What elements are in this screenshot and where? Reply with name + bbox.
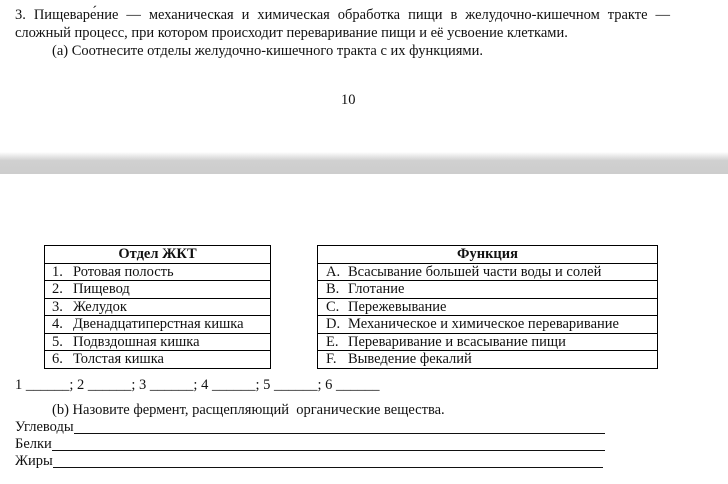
row-label: Толстая кишка (73, 351, 164, 368)
row-label: Желудок (73, 298, 127, 315)
answer-blank (74, 420, 605, 434)
row-label: Глотание (348, 281, 405, 298)
table-cell (318, 263, 658, 281)
fill-line-proteins (15, 436, 605, 453)
question-part-b: (b) Назовите фермент, расщепляющий органические вещества. (52, 402, 445, 418)
fill-line-fats (15, 453, 603, 470)
table-cell (45, 281, 271, 299)
row-letter: B. (326, 281, 340, 298)
row-label: Пережевывание (348, 298, 447, 315)
table-header: Отдел ЖКТ (45, 246, 271, 264)
gi-tract-sections-table (44, 245, 271, 369)
row-number: 6. (52, 351, 63, 368)
table-header: Функция (318, 246, 658, 264)
table-row (318, 316, 658, 334)
table-row (318, 298, 658, 316)
row-letter: D. (326, 316, 341, 333)
table-cell (45, 316, 271, 334)
row-letter: E. (326, 333, 339, 350)
table-row (45, 298, 271, 316)
row-letter: F. (326, 351, 337, 368)
row-number: 3. (52, 298, 63, 315)
row-label: Выведение фекалий (348, 351, 472, 368)
fill-label: Углеводы (15, 419, 74, 435)
row-number: 4. (52, 316, 63, 333)
table-cell (318, 333, 658, 351)
fill-label: Жиры (15, 453, 53, 469)
row-number: 1. (52, 263, 63, 280)
answer-blank (53, 454, 603, 468)
table-row (318, 333, 658, 351)
row-number: 5. (52, 333, 63, 350)
page-break (0, 152, 728, 174)
question-text-line-1: 3. Пищеваре́ние — механическая и химическая обработка пищи в желудочно-кишечном тракте — (15, 7, 670, 23)
row-label: Подвздошная кишка (73, 333, 200, 350)
table-cell (318, 316, 658, 334)
row-letter: A. (326, 263, 341, 280)
matching-answers-line: 1 ______; 2 ______; 3 ______; 4 ______; 5 ______; 6 ______ (15, 377, 380, 393)
fill-label: Белки (15, 436, 52, 452)
table-header-row (45, 246, 271, 264)
answer-blank (52, 437, 605, 451)
table-row (45, 263, 271, 281)
table-cell (318, 351, 658, 369)
table-cell (45, 298, 271, 316)
row-label: Переваривание и всасывание пищи (348, 333, 566, 350)
fill-line-carbohydrates (15, 419, 605, 436)
table-cell (45, 351, 271, 369)
row-label: Всасывание большей части воды и солей (348, 263, 602, 280)
table-row (45, 333, 271, 351)
table-row (45, 281, 271, 299)
page-number: 10 (341, 92, 356, 108)
row-label: Двенадцатиперстная кишка (73, 316, 244, 333)
row-letter: C. (326, 298, 340, 315)
table-header-row (318, 246, 658, 264)
table-cell (45, 263, 271, 281)
table-cell (45, 333, 271, 351)
table-row (45, 316, 271, 334)
functions-table (317, 245, 658, 369)
table-cell (318, 281, 658, 299)
question-part-a: (a) Соотнесите отделы желудочно-кишечного тракта с их функциями. (52, 43, 483, 59)
table-cell (318, 298, 658, 316)
row-label: Ротовая полость (73, 263, 174, 280)
table-row (45, 351, 271, 369)
table-row (318, 263, 658, 281)
row-number: 2. (52, 281, 63, 298)
question-text-line-2: сложный процесс, при котором происходит переваривание пищи и её усвоение клетками. (15, 25, 568, 41)
table-row (318, 351, 658, 369)
row-label: Пищевод (73, 281, 130, 298)
table-row (318, 281, 658, 299)
row-label: Механическое и химическое переваривание (348, 316, 619, 333)
